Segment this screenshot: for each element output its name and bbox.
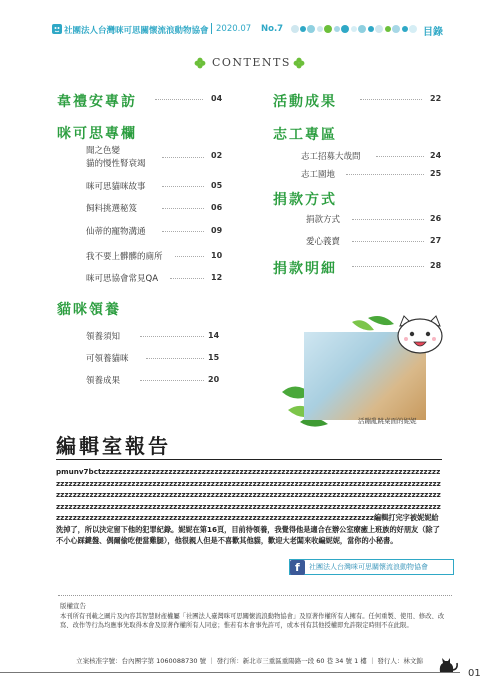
toc-item-adoption-notes[interactable]: 領養須知 bbox=[86, 332, 121, 342]
page-number: 22 bbox=[430, 94, 442, 103]
toc-item-faq[interactable]: 咪可思協會常見QA bbox=[86, 274, 159, 284]
issue-number: No.7 bbox=[261, 24, 284, 34]
leader-dots bbox=[162, 186, 204, 187]
page-number: 26 bbox=[430, 214, 442, 223]
page-number-footer: 01 bbox=[468, 668, 481, 679]
section-title-interview[interactable]: 韋禮安專訪 bbox=[57, 94, 137, 110]
photo-caption: 活蹦亂跳桌面的妮妮 bbox=[358, 417, 417, 425]
copyright-title: 版權宣告 bbox=[60, 602, 86, 610]
leader-dots bbox=[140, 336, 204, 337]
association-name: 社團法人台灣咪可思關懷流浪動物協會 bbox=[64, 26, 209, 36]
leader-dots bbox=[162, 208, 204, 209]
leader-dots bbox=[146, 358, 204, 359]
toc-item-volunteer-garden[interactable]: 志工園地 bbox=[301, 170, 336, 180]
page-number: 24 bbox=[430, 151, 442, 160]
section-title-column[interactable]: 咪可思專欄 bbox=[57, 126, 137, 142]
leader-dots bbox=[162, 231, 204, 232]
toc-item-volunteer-recruit[interactable]: 志工招募大哉問 bbox=[301, 152, 361, 162]
association-logo-icon bbox=[52, 24, 62, 34]
toc-item-kidney-line1[interactable]: 聞之色變 bbox=[86, 146, 121, 156]
leader-dots bbox=[140, 380, 204, 381]
toc-item-feed-guide[interactable]: 飼料挑選秘笈 bbox=[86, 204, 138, 214]
facebook-icon-glyph: f bbox=[295, 561, 300, 574]
clover-icon bbox=[293, 57, 305, 69]
leader-dots bbox=[170, 278, 204, 279]
issue-date: 2020.07 bbox=[216, 24, 252, 34]
page-number: 27 bbox=[430, 236, 442, 245]
copyright-divider bbox=[58, 595, 452, 596]
toc-label: 目錄 bbox=[423, 27, 443, 38]
toc-item-donation-methods[interactable]: 捐款方式 bbox=[306, 215, 341, 225]
page-number: 06 bbox=[211, 203, 223, 212]
cat-photo-frame bbox=[282, 314, 448, 428]
section-title-volunteer[interactable]: 志工專區 bbox=[273, 127, 337, 143]
leader-dots bbox=[346, 174, 424, 175]
toc-item-pet-communication[interactable]: 仙蒂的寵物溝通 bbox=[86, 227, 146, 237]
contents-title: CONTENTS bbox=[212, 56, 291, 69]
copyright-body: 本刊所有刊載之圖片及內容其智慧財產權屬「社團法人臺灣咪可思關懷流浪動物協會」及原著作權所有人擁有。任何重製、使用、修改、改寫、改作等行為均應事先取得本會及原著作權所有人同意；惟若有本會事先許可，或本刊有其他授權即允許限定時則不在此限。 bbox=[60, 613, 445, 629]
decorative-dots-icon bbox=[290, 22, 420, 36]
page-number: 09 bbox=[211, 226, 223, 235]
toc-item-adoptable-cats[interactable]: 可領養貓咪 bbox=[86, 354, 129, 364]
page-number: 15 bbox=[208, 353, 220, 362]
cat-silhouette-icon bbox=[437, 655, 459, 673]
leader-dots bbox=[376, 156, 424, 157]
editor-report-title: 編輯室報告 bbox=[56, 434, 171, 458]
section-title-donation-details[interactable]: 捐款明細 bbox=[273, 261, 337, 277]
toc-item-charity-sale[interactable]: 愛心義賣 bbox=[306, 237, 341, 247]
publisher-info: 立案核准字號：台內團字第 1060088730 號 ｜ 發行所：新北市三重區重陽路一段 60 巷 34 號 1 樓 ｜ 發行人：林文錦 bbox=[76, 657, 423, 665]
toc-item-adoption-results[interactable]: 領養成果 bbox=[86, 376, 121, 386]
toc-item-kidney-line2[interactable]: 貓的慢性腎衰竭 bbox=[86, 159, 146, 169]
header-divider bbox=[211, 23, 212, 34]
page-number: 25 bbox=[430, 169, 442, 178]
page-number: 02 bbox=[211, 151, 223, 160]
leader-dots bbox=[175, 256, 204, 257]
leader-dots bbox=[352, 266, 424, 267]
page-number: 12 bbox=[211, 273, 223, 282]
page-number: 10 bbox=[211, 251, 223, 260]
page-number: 28 bbox=[430, 261, 442, 270]
footer-divider bbox=[0, 672, 460, 673]
leader-dots bbox=[352, 219, 424, 220]
section-title-donation-methods[interactable]: 捐款方式 bbox=[273, 192, 337, 208]
toc-item-cat-story[interactable]: 咪可思貓咪故事 bbox=[86, 182, 146, 192]
section-title-adoption[interactable]: 貓咪領養 bbox=[57, 302, 121, 318]
page-header bbox=[0, 0, 499, 40]
leader-dots bbox=[155, 99, 203, 100]
editor-report-body: pmunv7bctzzzzzzzzzzzzzzzzzzzzzzzzzzzzzzzzzzzzzzzzzzzzzzzzzzzzzzzzzzzzzzzzzzzzzzzzzzzzzzzzzzzzzzzzzzzzzzzzzzzzzzzzzzzzzzzzzzzzzzzzzzzzzzzzzzzzzzzzzzzzzzzzzzzzzzzzzzzzzzzzzzzzzzzzzzzzzzzzzzzzzzzzzzzzzzzzzzzzzzzzzzzzzzzzzzzzzzzzzzzzzzzzzzzzzzzzzzzzzzzzzzzzzzzzzzzzzzzzzzzzzzzzzzzzzzzzzzzzzzzzzzzzzzzzzzzzzzzzzzzzzzzzzzzzzzzzzzzzzzzzzzzzzzzzzzzzzzzzzzzzzzzzzzzzzzzzzzzzzzzzzzzzzzzzzzzzzzzzzzzzzzzzzzzzzzzzzzzzzzzzzzzzzzzzzzzzzzzzzzzzzzzzzzzzzzzzz編輯打完字被妮妮給洗掉了，所以決定留下他的犯罪紀錄。妮妮在第16頁，目前待領養，我覺得他是適合在辦公室療癒上班族的好朋友（除了不小心踩鍵盤、偶爾偷吃便當雞腿），他很親人但是不喜歡其他貓，歡迎大老闆來收編妮妮，當你的小秘書。 bbox=[56, 467, 441, 545]
leader-dots bbox=[162, 157, 204, 158]
editor-report-divider bbox=[56, 459, 442, 460]
toc-item-litter-box[interactable]: 我不要上髒髒的廁所 bbox=[86, 252, 163, 262]
cat-cartoon-icon bbox=[394, 314, 446, 356]
page-number: 14 bbox=[208, 331, 220, 340]
clover-icon bbox=[194, 57, 206, 69]
page-number: 20 bbox=[208, 375, 220, 384]
section-title-activity[interactable]: 活動成果 bbox=[273, 94, 337, 110]
facebook-page-name[interactable]: 社團法人台灣咪可思關懷流浪動物協會 bbox=[309, 563, 428, 571]
leader-dots bbox=[352, 241, 424, 242]
page-number: 05 bbox=[211, 181, 223, 190]
page-number: 04 bbox=[211, 94, 223, 103]
leader-dots bbox=[360, 99, 422, 100]
